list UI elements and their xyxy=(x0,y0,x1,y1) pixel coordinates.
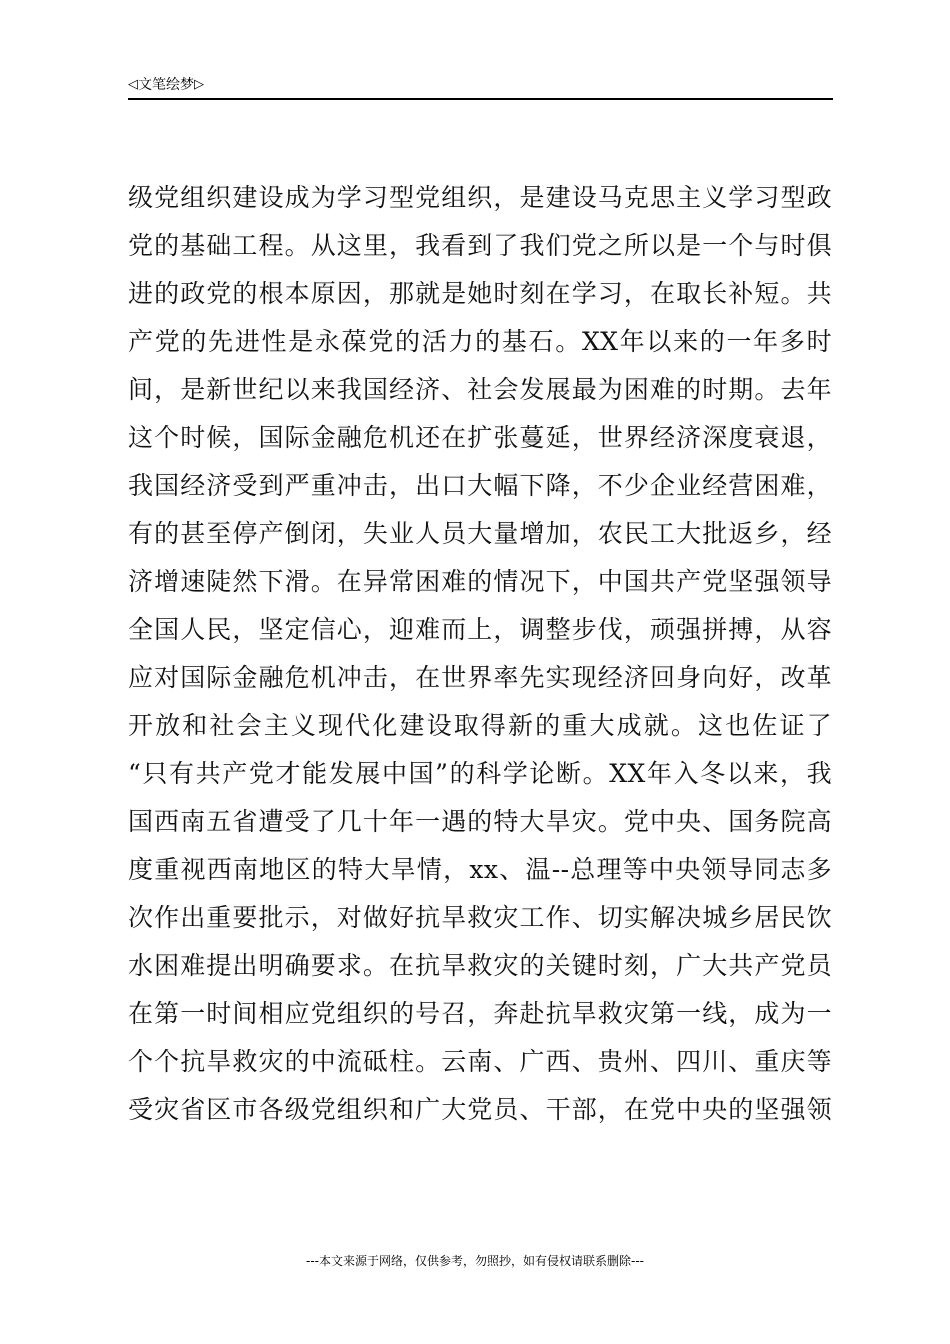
body-line: 应对国际金融危机冲击，在世界率先实现经济回身向好，改革 xyxy=(128,663,832,692)
body-line: 次作出重要批示，对做好抗旱救灾工作、切实解决城乡居民饮 xyxy=(128,903,832,932)
body-line: 济增速陡然下滑。在异常困难的情况下，中国共产党坚强领导 xyxy=(128,567,832,596)
body-line: 有的甚至停产倒闭，失业人员大量增加，农民工大批返乡，经 xyxy=(128,519,832,548)
right-triangle-icon: ▷ xyxy=(194,77,204,92)
body-line: 度重视西南地区的特大旱情，xx、温--总理等中央领导同志多 xyxy=(128,855,832,884)
body-line: “只有共产党才能发展中国”的科学论断。XX年入冬以来，我 xyxy=(128,759,832,788)
page-header xyxy=(128,74,833,100)
body-line: 党的基础工程。从这里，我看到了我们党之所以是一个与时俱 xyxy=(128,231,832,260)
body-line: 我国经济受到严重冲击，出口大幅下降，不少企业经营困难， xyxy=(128,471,832,500)
body-line: 水困难提出明确要求。在抗旱救灾的关键时刻，广大共产党员 xyxy=(128,951,832,980)
document-body xyxy=(128,174,832,1134)
body-line: 受灾省区市各级党组织和广大党员、干部，在党中央的坚强领 xyxy=(128,1095,832,1124)
body-line: 全国人民，坚定信心，迎难而上，调整步伐，顽强拼搏，从容 xyxy=(128,615,832,644)
body-line: 开放和社会主义现代化建设取得新的重大成就。这也佐证了 xyxy=(128,711,832,740)
body-line: 这个时候，国际金融危机还在扩张蔓延，世界经济深度衰退， xyxy=(128,423,832,452)
body-line: 在第一时间相应党组织的号召，奔赴抗旱救灾第一线，成为一 xyxy=(128,999,832,1028)
body-line: 产党的先进性是永葆党的活力的基石。XX年以来的一年多时 xyxy=(128,327,832,356)
left-triangle-icon: ◁ xyxy=(128,77,138,92)
body-line: 级党组织建设成为学习型党组织，是建设马克思主义学习型政 xyxy=(128,183,832,212)
body-line: 国西南五省遭受了几十年一遇的特大旱灾。党中央、国务院高 xyxy=(128,807,832,836)
header-title: 文笔绘梦 xyxy=(138,77,194,93)
body-line: 间，是新世纪以来我国经济、社会发展最为困难的时期。去年 xyxy=(128,375,832,404)
body-line: 个个抗旱救灾的中流砥柱。云南、广西、贵州、四川、重庆等 xyxy=(128,1047,832,1076)
body-line: 进的政党的根本原因，那就是她时刻在学习，在取长补短。共 xyxy=(128,279,832,308)
footer-notice: ---本文来源于网络，仅供参考，勿照抄，如有侵权请联系删除--- xyxy=(306,1254,644,1268)
